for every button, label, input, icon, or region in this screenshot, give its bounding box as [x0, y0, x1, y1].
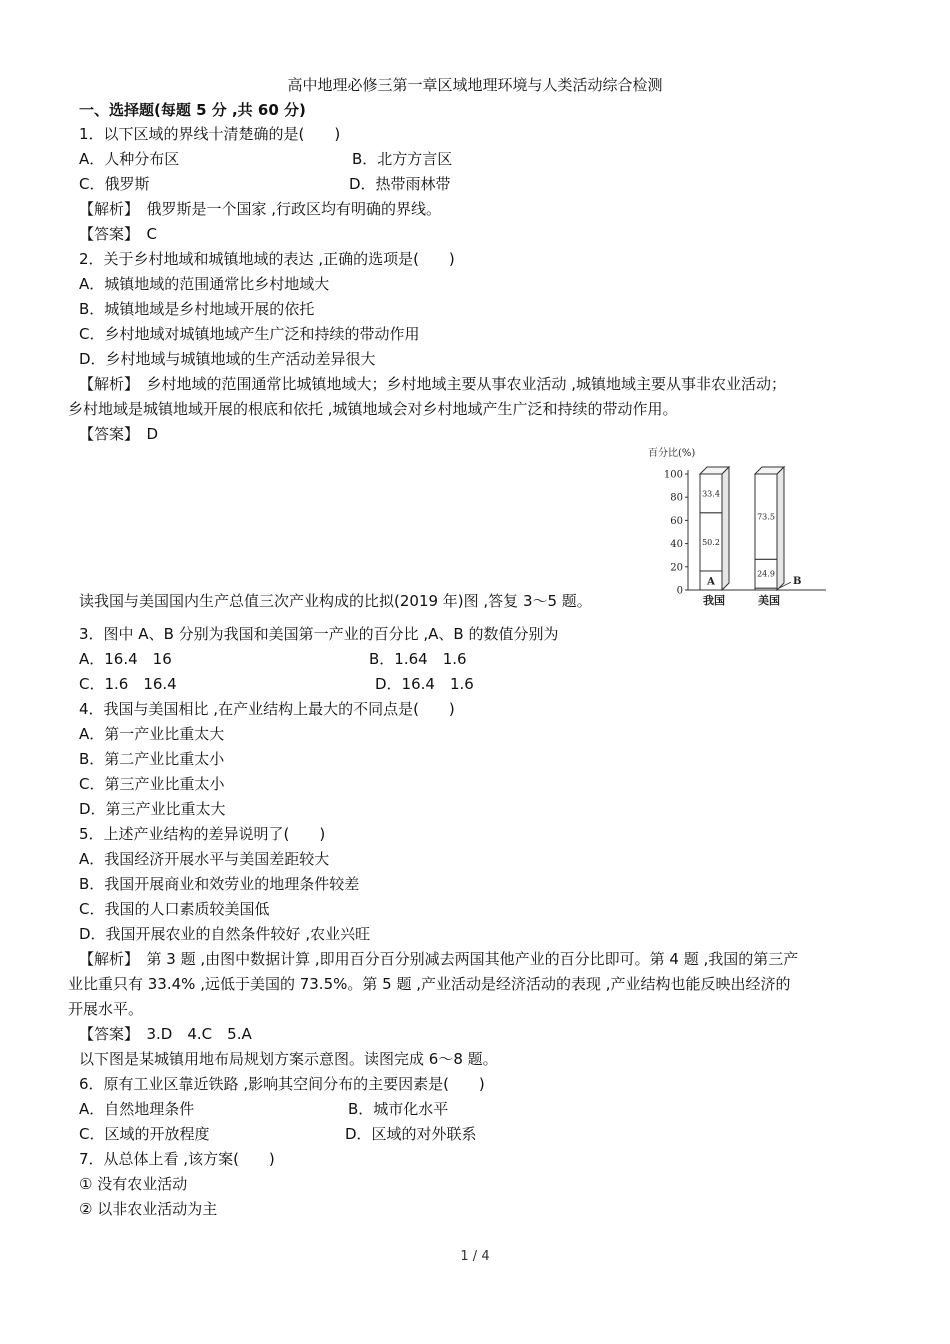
marker-a: A	[707, 576, 715, 588]
q7-stem: 7．从总体上看 ,该方案( )	[79, 1150, 275, 1168]
q1-option-b: B．北方方言区	[352, 150, 453, 168]
y-tick-label: 60	[670, 515, 683, 527]
q5-analysis-line3: 开展水平。	[68, 1000, 144, 1018]
q5-stem: 5．上述产业结构的差异说明了( )	[79, 825, 326, 843]
q5-analysis-line2: 业比重只有 33.4% ,远低于美国的 73.5%。第 5 题 ,产业活动是经济活动的表现 ,产业结构也能反映出经济的	[68, 975, 791, 993]
q2-stem: 2．关于乡村地域和城镇地域的表达 ,正确的选项是( )	[79, 250, 455, 268]
q1-option-d: D．热带雨林带	[349, 175, 451, 193]
q3-option-c: C．1.6 16.4	[79, 675, 177, 693]
q3-option-a: A．16.4 16	[79, 650, 172, 668]
q6-option-d: D．区域的对外联系	[345, 1125, 477, 1143]
q4-stem: 4．我国与美国相比 ,在产业结构上最大的不同点是( )	[79, 700, 455, 718]
q2-option-c: C．乡村地域对城镇地域产生广泛和持续的带动作用	[79, 325, 420, 343]
industry-structure-chart	[640, 444, 830, 609]
chart-y-axis	[664, 470, 826, 597]
q3-option-d: D．16.4 1.6	[375, 675, 474, 693]
chart-ylabel: 百分比(%)	[648, 448, 696, 459]
bar-side-face	[722, 467, 729, 590]
q1-option-a: A．人种分布区	[79, 150, 180, 168]
y-tick-label: 0	[676, 585, 683, 597]
q1-analysis: 【解析】 俄罗斯是一个国家 ,行政区均有明确的界线。	[79, 200, 442, 218]
q5-analysis-line1: 【解析】 第 3 题 ,由图中数据计算 ,即用百分百分别减去两国其他产业的百分比即可。第 4 题 ,我国的第三产	[79, 950, 799, 968]
marker-b: B	[793, 576, 802, 588]
intro-q3-5: 读我国与美国国内生产总值三次产业构成的比拟(2019 年)图 ,答复 3～5 题。	[79, 592, 592, 610]
q6-option-a: A．自然地理条件	[79, 1100, 195, 1118]
y-tick-label: 40	[670, 539, 683, 551]
page-number: 1 / 4	[460, 1249, 490, 1264]
bar-value-label: 50.2	[702, 537, 720, 547]
category-label: 我国	[703, 594, 725, 607]
q4-option-b: B．第二产业比重太小	[79, 750, 225, 768]
y-tick-label: 100	[663, 469, 683, 481]
q6-option-c: C．区域的开放程度	[79, 1125, 210, 1143]
q6-stem: 6．原有工业区靠近铁路 ,影响其空间分布的主要因素是( )	[79, 1075, 485, 1093]
chart-category-labels	[703, 593, 780, 607]
chart-bars	[700, 467, 801, 590]
q5-option-d: D．我国开展农业的自然条件较好 ,农业兴旺	[79, 925, 371, 943]
q4-option-a: A．第一产业比重太大	[79, 725, 225, 743]
category-label: 美国	[758, 594, 780, 607]
q5-option-b: B．我国开展商业和效劳业的地理条件较差	[79, 875, 360, 893]
section-heading: 一、选择题(每题 5 分 ,共 60 分)	[79, 101, 306, 119]
q5-option-a: A．我国经济开展水平与美国差距较大	[79, 850, 330, 868]
q5-answer: 【答案】 3.D 4.C 5.A	[79, 1025, 252, 1043]
bar-side-face	[777, 467, 784, 590]
bar-value-label: 73.5	[757, 512, 775, 522]
bar-value-label: 24.9	[757, 569, 775, 579]
bar-value-label: 33.4	[702, 489, 720, 499]
q1-option-c: C．俄罗斯	[79, 175, 150, 193]
q2-analysis-line2: 乡村地域是城镇地域开展的根底和依托 ,城镇地域会对乡村地域产生广泛和持续的带动作用。	[68, 400, 678, 418]
q4-option-c: C．第三产业比重太小	[79, 775, 225, 793]
q3-option-b: B．1.64 1.6	[369, 650, 467, 668]
intro-q6-8: 以下图是某城镇用地布局规划方案示意图。读图完成 6～8 题。	[79, 1050, 498, 1068]
q1-stem: 1．以下区域的界线十清楚确的是( )	[79, 125, 341, 143]
q2-option-d: D．乡村地域与城镇地域的生产活动差异很大	[79, 350, 376, 368]
q7-option-1: ① 没有农业活动	[79, 1175, 188, 1193]
q2-analysis-line1: 【解析】 乡村地域的范围通常比城镇地域大；乡村地域主要从事农业活动 ,城镇地域主要从事非农业活动；	[79, 375, 787, 393]
q2-option-a: A．城镇地域的范围通常比乡村地域大	[79, 275, 330, 293]
q7-option-2: ② 以非农业活动为主	[79, 1200, 218, 1218]
q2-option-b: B．城镇地域是乡村地域开展的依托	[79, 300, 315, 318]
q6-option-b: B．城市化水平	[348, 1100, 449, 1118]
q5-option-c: C．我国的人口素质较美国低	[79, 900, 270, 918]
q2-answer: 【答案】 D	[79, 425, 159, 443]
q3-stem: 3．图中 A、B 分别为我国和美国第一产业的百分比 ,A、B 的数值分别为	[79, 625, 559, 643]
q4-option-d: D．第三产业比重太大	[79, 800, 226, 818]
y-tick-label: 80	[670, 492, 683, 504]
q1-answer: 【答案】 C	[79, 225, 157, 243]
page-title: 高中地理必修三第一章区域地理环境与人类活动综合检测	[287, 76, 663, 94]
y-tick-label: 20	[670, 562, 683, 574]
